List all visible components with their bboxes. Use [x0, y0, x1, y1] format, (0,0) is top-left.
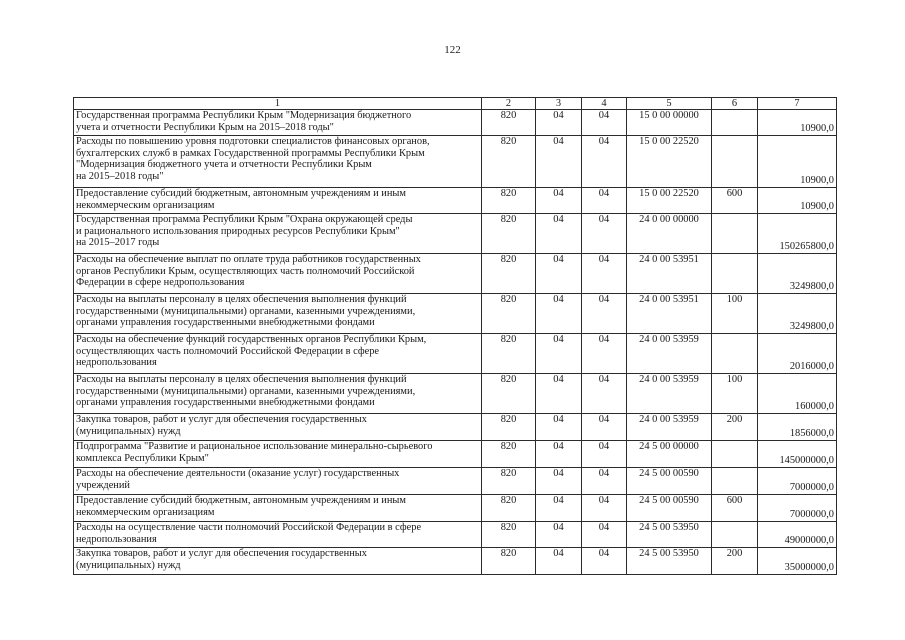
- amount: 10900,0: [758, 188, 837, 214]
- column-header: 2: [482, 98, 536, 110]
- target-article-code: 24 0 00 53959: [627, 374, 712, 414]
- section-code: 04: [536, 548, 582, 575]
- grbs-code: 820: [482, 334, 536, 374]
- table-row: [74, 188, 837, 214]
- section-code: 04: [536, 254, 582, 294]
- grbs-code: 820: [482, 294, 536, 334]
- subsection-code: 04: [582, 214, 627, 254]
- amount: 150265800,0: [758, 214, 837, 254]
- section-code: 04: [536, 522, 582, 548]
- grbs-code: 820: [482, 374, 536, 414]
- target-article-code: 24 5 00 00590: [627, 495, 712, 522]
- column-header: 7: [758, 98, 837, 110]
- table-row: [74, 468, 837, 495]
- amount: 3249800,0: [758, 254, 837, 294]
- grbs-code: 820: [482, 414, 536, 441]
- subsection-code: 04: [582, 254, 627, 294]
- target-article-code: 24 0 00 53951: [627, 254, 712, 294]
- expense-name: Расходы на выплаты персоналу в целях обеспечения выполнения функций государственными (муниципальными) органами, казенными учреждениями, органами управления государственными внебюджетными фондами: [74, 294, 482, 334]
- grbs-code: 820: [482, 254, 536, 294]
- table-row: [74, 110, 837, 136]
- column-header: 5: [627, 98, 712, 110]
- expense-type-code: 100: [712, 294, 758, 334]
- subsection-code: 04: [582, 334, 627, 374]
- amount: 35000000,0: [758, 548, 837, 575]
- expense-type-code: 200: [712, 548, 758, 575]
- section-code: 04: [536, 468, 582, 495]
- expense-type-code: [712, 110, 758, 136]
- expense-name: Закупка товаров, работ и услуг для обеспечения государственных (муниципальных) нужд: [74, 414, 482, 441]
- amount: 160000,0: [758, 374, 837, 414]
- amount: 2016000,0: [758, 334, 837, 374]
- expense-name: Расходы на осуществление части полномочий Российской Федерации в сфере недропользования: [74, 522, 482, 548]
- subsection-code: 04: [582, 188, 627, 214]
- expense-type-code: [712, 334, 758, 374]
- expense-name: Расходы по повышению уровня подготовки специалистов финансовых органов, бухгалтерских служб в рамках Государственной программы Республики Крым "Модернизация бюджетного учета и отчетности Республики Крым на 2015–2018 годы": [74, 136, 482, 188]
- expense-name: Закупка товаров, работ и услуг для обеспечения государственных (муниципальных) нужд: [74, 548, 482, 575]
- section-code: 04: [536, 214, 582, 254]
- table-body: [74, 98, 837, 575]
- subsection-code: 04: [582, 414, 627, 441]
- target-article-code: 24 0 00 53959: [627, 334, 712, 374]
- section-code: 04: [536, 495, 582, 522]
- grbs-code: 820: [482, 441, 536, 468]
- section-code: 04: [536, 110, 582, 136]
- section-code: 04: [536, 136, 582, 188]
- expense-name: Государственная программа Республики Крым "Охрана окружающей среды и рационального использования природных ресурсов Республики Крым" на 2015–2017 годы: [74, 214, 482, 254]
- table-row: [74, 294, 837, 334]
- expense-type-code: [712, 136, 758, 188]
- expense-name: Предоставление субсидий бюджетным, автономным учреждениям и иным некоммерческим организациям: [74, 495, 482, 522]
- subsection-code: 04: [582, 294, 627, 334]
- expense-type-code: [712, 468, 758, 495]
- target-article-code: 24 0 00 53959: [627, 414, 712, 441]
- grbs-code: 820: [482, 548, 536, 575]
- expense-type-code: [712, 214, 758, 254]
- amount: 7000000,0: [758, 468, 837, 495]
- table-row: [74, 495, 837, 522]
- grbs-code: 820: [482, 188, 536, 214]
- amount: 145000000,0: [758, 441, 837, 468]
- section-code: 04: [536, 414, 582, 441]
- expense-name: Государственная программа Республики Крым "Модернизация бюджетного учета и отчетности Республики Крым на 2015–2018 годы": [74, 110, 482, 136]
- target-article-code: 24 5 00 53950: [627, 522, 712, 548]
- table-row: [74, 414, 837, 441]
- column-header: 1: [74, 98, 482, 110]
- amount: 1856000,0: [758, 414, 837, 441]
- table-row: [74, 136, 837, 188]
- grbs-code: 820: [482, 136, 536, 188]
- table-row: [74, 374, 837, 414]
- expense-name: Расходы на обеспечение деятельности (оказание услуг) государственных учреждений: [74, 468, 482, 495]
- expense-name: Подпрограмма "Развитие и рациональное использование минерально-сырьевого комплекса Республики Крым": [74, 441, 482, 468]
- page-number: 122: [444, 44, 461, 56]
- amount: 49000000,0: [758, 522, 837, 548]
- section-code: 04: [536, 294, 582, 334]
- subsection-code: 04: [582, 468, 627, 495]
- target-article-code: 24 5 00 00000: [627, 441, 712, 468]
- table-row: [74, 548, 837, 575]
- header-row: [74, 98, 837, 110]
- amount: 7000000,0: [758, 495, 837, 522]
- subsection-code: 04: [582, 495, 627, 522]
- grbs-code: 820: [482, 468, 536, 495]
- grbs-code: 820: [482, 495, 536, 522]
- expense-name: Расходы на обеспечение выплат по оплате труда работников государственных органов Республики Крым, осуществляющих часть полномочий Российской Федерации в сфере недропользования: [74, 254, 482, 294]
- subsection-code: 04: [582, 548, 627, 575]
- subsection-code: 04: [582, 522, 627, 548]
- target-article-code: 15 0 00 22520: [627, 136, 712, 188]
- expense-type-code: [712, 254, 758, 294]
- table-row: [74, 441, 837, 468]
- subsection-code: 04: [582, 136, 627, 188]
- expense-name: Предоставление субсидий бюджетным, автономным учреждениям и иным некоммерческим организациям: [74, 188, 482, 214]
- table-row: [74, 334, 837, 374]
- target-article-code: 15 0 00 00000: [627, 110, 712, 136]
- target-article-code: 24 0 00 53951: [627, 294, 712, 334]
- subsection-code: 04: [582, 374, 627, 414]
- amount: 10900,0: [758, 136, 837, 188]
- budget-table: [73, 97, 837, 575]
- grbs-code: 820: [482, 214, 536, 254]
- expense-type-code: 200: [712, 414, 758, 441]
- target-article-code: 15 0 00 22520: [627, 188, 712, 214]
- subsection-code: 04: [582, 441, 627, 468]
- section-code: 04: [536, 334, 582, 374]
- table-row: [74, 254, 837, 294]
- expense-type-code: [712, 441, 758, 468]
- amount: 3249800,0: [758, 294, 837, 334]
- expense-type-code: 600: [712, 495, 758, 522]
- section-code: 04: [536, 374, 582, 414]
- column-header: 4: [582, 98, 627, 110]
- subsection-code: 04: [582, 110, 627, 136]
- section-code: 04: [536, 188, 582, 214]
- section-code: 04: [536, 441, 582, 468]
- expense-type-code: 100: [712, 374, 758, 414]
- expense-name: Расходы на обеспечение функций государственных органов Республики Крым, осуществляющих часть полномочий Российской Федерации в сфере недропользования: [74, 334, 482, 374]
- amount: 10900,0: [758, 110, 837, 136]
- table-row: [74, 522, 837, 548]
- expense-type-code: 600: [712, 188, 758, 214]
- grbs-code: 820: [482, 522, 536, 548]
- column-header: 6: [712, 98, 758, 110]
- expense-type-code: [712, 522, 758, 548]
- expense-name: Расходы на выплаты персоналу в целях обеспечения выполнения функций государственными (муниципальными) органами, казенными учреждениями, органами управления государственными внебюджетными фондами: [74, 374, 482, 414]
- column-header: 3: [536, 98, 582, 110]
- grbs-code: 820: [482, 110, 536, 136]
- target-article-code: 24 5 00 53950: [627, 548, 712, 575]
- table-row: [74, 214, 837, 254]
- target-article-code: 24 5 00 00590: [627, 468, 712, 495]
- target-article-code: 24 0 00 00000: [627, 214, 712, 254]
